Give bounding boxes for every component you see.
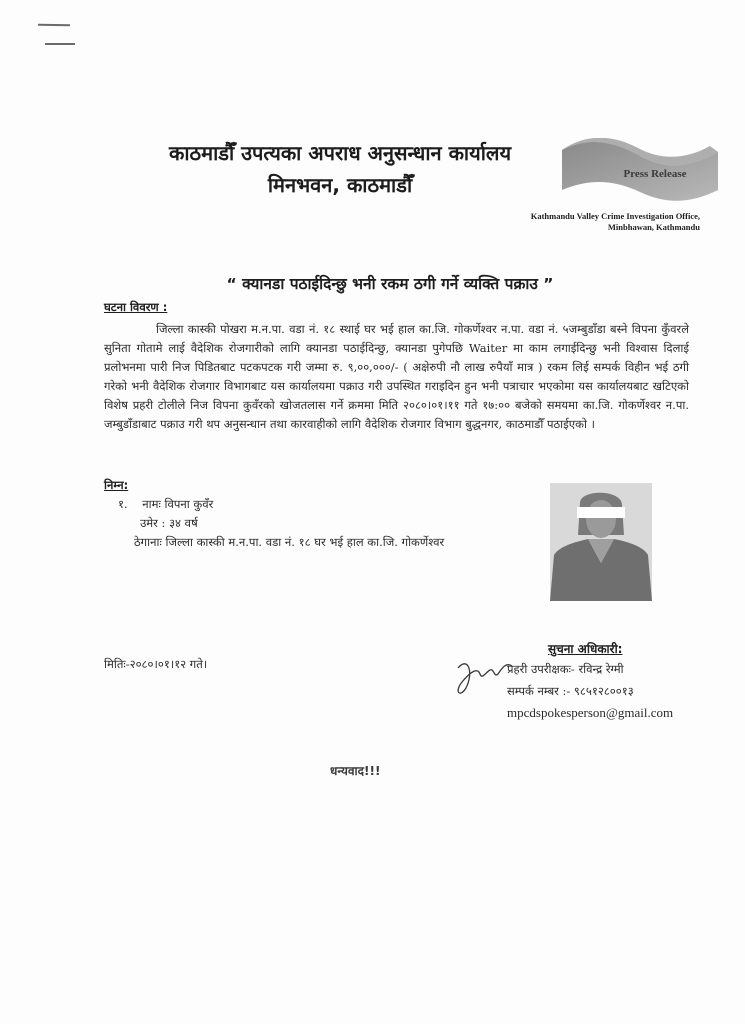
officer-email[interactable]: mpcdspokesperson@gmail.com [507, 705, 674, 720]
office-location: मिनभवन, काठमाडौँ [267, 173, 413, 197]
suspect-photo [550, 483, 652, 601]
press-release-badge [560, 138, 720, 208]
info-officer-block [507, 658, 673, 724]
release-date: मितिः-२०८०।०१।१२ गते। [104, 657, 208, 671]
badge-label: Press Release [623, 168, 687, 180]
office-name-en: Kathmandu Valley Crime Investigation Office, [530, 211, 700, 221]
office-name-english [531, 211, 700, 233]
incident-text: जिल्ला कास्की पोखरा म.न.पा. वडा नं. १८ स्थाई घर भई हाल का.जि. गोकर्णेश्वर न.पा. वडा नं. ५जम्बुडाँडा बस्ने विपना कुँवरले सुनिता गोतामे लाई वैदेशिक रोजगारीको लागि क्यानडा पठाईदिन्छु, क्यानडा पुगेपछि Waiter मा काम लगाईदिन्छु भनी विश्वास दिलाई प्रलोभनमा पारी निज पिडितबाट पटकपटक गरी जम्मा रु. ९,००,०००/- ( अक्षेरुपी नौ लाख रुपैयाँ मात्र ) रकम लिई सम्पर्क विहीन भई ठगी गरेको भनी वैदेशिक रोजगार विभागबाट यस कार्यालयमा पक्राउ गरी उपस्थित गराइदिन हुन भनी पत्राचार भएकोमा यस कार्यालयबाट खटिएको विशेष प्रहरी टोलीले निज विपना कुवँरको खोजतलास गर्ने क्रममा मिति २०८०।०१।११ गते १७:०० बजेको समयमा का.जि. गोकर्णेश्वर न.पा. जम्बुडाँडाबाट पक्राउ गरी थप अनुसन्धान तथा कारवाहीको लागि वैदेशिक रोजगार विभाग बुद्धनगर, काठमाडौँ पठाईएको । [104, 322, 689, 431]
office-title: काठमाडौँ उपत्यका अपराध अनुसन्धान कार्यालय [168, 141, 512, 165]
incident-label: घटना विवरण : [104, 300, 168, 314]
office-location-en: Minbhawan, Kathmandu [607, 222, 700, 232]
officer-designation: प्रहरी उपरीक्षकः- रविन्द्र रेग्मी [507, 662, 624, 676]
scan-mark [45, 43, 75, 45]
suspect-number: १. [118, 497, 128, 511]
face-redaction-bar [577, 507, 625, 518]
info-officer-label: सुचना अधिकारी: [548, 642, 623, 656]
headline: “ क्यानडा पठाईदिन्छु भनी रकम ठगी गर्ने व्यक्ति पक्राउ ” [226, 275, 554, 293]
suspect-item [118, 495, 444, 552]
suspect-age: उमेर : ३४ वर्ष [140, 516, 198, 530]
suspect-address: ठेगानाः जिल्ला कास्की म.न.पा. वडा नं. १८ घर भई हाल का.जि. गोकर्णेश्वर [134, 535, 445, 549]
suspects-label: निम्न: [104, 478, 129, 492]
scan-mark [38, 24, 70, 27]
officer-contact: सम्पर्क नम्बर :- ९८५१२८००१३ [507, 684, 634, 698]
closing-text: धन्यवाद!!! [330, 764, 381, 778]
suspect-name: नामः विपना कुवँर [142, 497, 214, 511]
incident-body [104, 320, 689, 434]
person-photo-icon [550, 483, 652, 601]
